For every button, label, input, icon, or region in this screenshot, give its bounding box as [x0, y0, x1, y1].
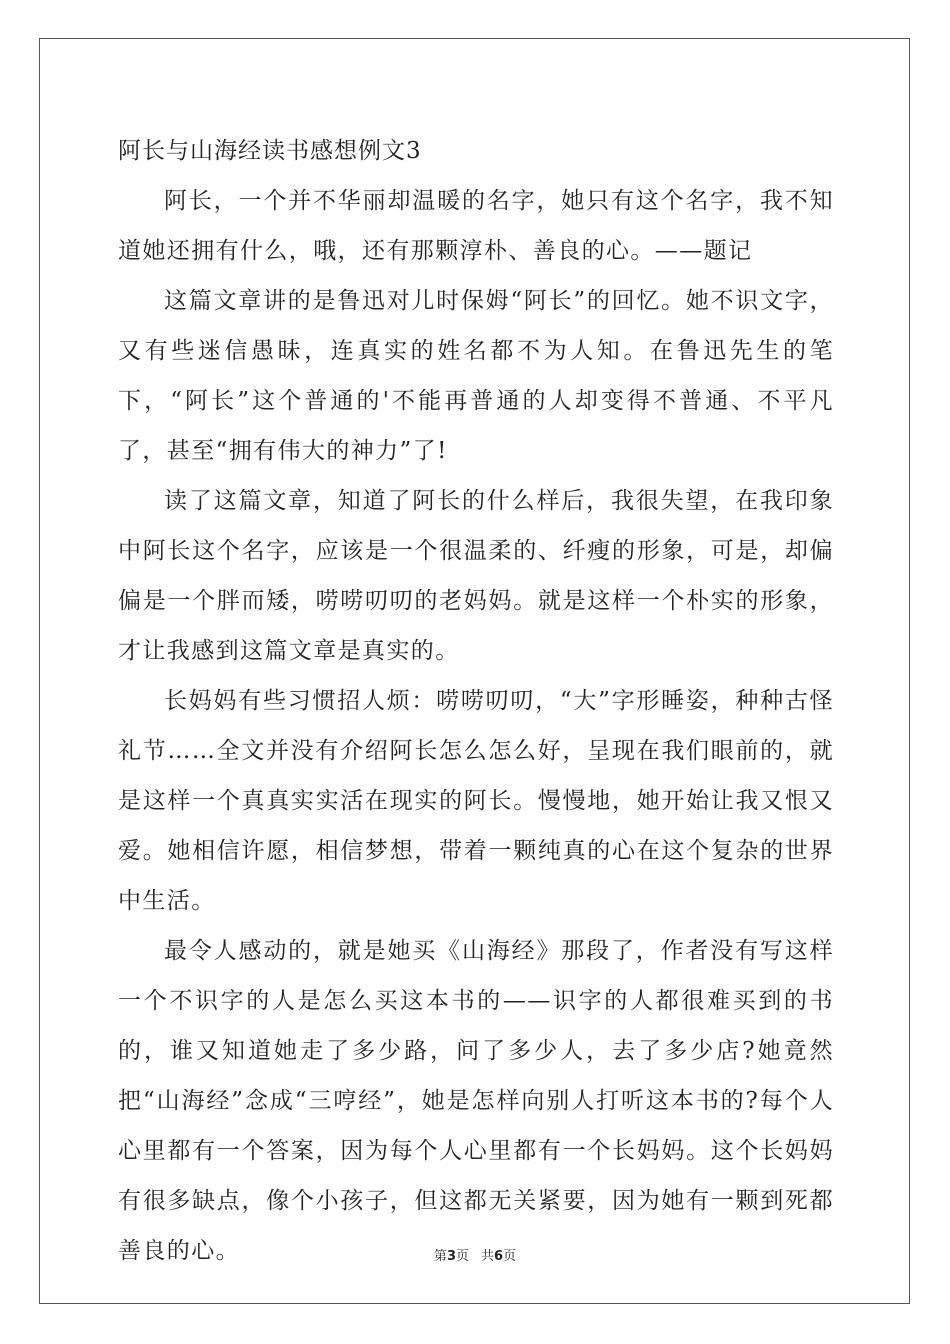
page-number-prefix: 第 [433, 1249, 447, 1264]
page-total-count: 6 [494, 1249, 504, 1264]
paragraph-impression: 读了这篇文章，知道了阿长的什么样后，我很失望，在我印象中阿长这个名字，应该是一个很温柔的、纤瘦的形象，可是，却偏偏是一个胖而矮，唠唠叨叨的老妈妈。就是这样一个朴实的形象，才让我感到这篇文章是真实的。 [118, 488, 834, 664]
paragraph-habits: 长妈妈有些习惯招人烦：唠唠叨叨，“大”字形睡姿，种种古怪礼节……全文并没有介绍阿长怎么怎么好，呈现在我们眼前的，就是这样一个真真实实活在现实的阿长。慢慢地，她开始让我又恨又爱。她相信许愿，相信梦想，带着一颗纯真的心在这个复杂的世界中生活。 [118, 688, 834, 914]
document-body [118, 126, 834, 1276]
paragraph-shanhaijing: 最令人感动的，就是她买《山海经》那段了，作者没有写这样一个不识字的人是怎么买这本书的——识字的人都很难买到的书的，谁又知道她走了多少路，问了多少人，去了多少店?她竟然把“山海经”念成“三哼经”，她是怎样向别人打听这本书的?每个人心里都有一个答案，因为每个人心里都有一个长妈妈。这个长妈妈有很多缺点，像个小孩子，但这都无关紧要，因为她有一颗到死都善良的心。 [118, 938, 834, 1264]
page-total-prefix: 共 [481, 1249, 495, 1264]
paragraph-intro: 这篇文章讲的是鲁迅对儿时保姆“阿长”的回忆。她不识文字，又有些迷信愚昧，连真实的姓名都不为人知。在鲁迅先生的笔下，“阿长”这个普通的'不能再普通的人却变得不普通、不平凡了，甚至“拥有伟大的神力”了! [118, 288, 834, 464]
page-total-suffix: 页 [503, 1249, 517, 1264]
page-number-suffix: 页 [455, 1249, 469, 1264]
document-title: 阿长与山海经读书感想例文3 [118, 138, 422, 164]
paragraph-epigraph: 阿长，一个并不华丽却温暖的名字，她只有这个名字，我不知道她还拥有什么，哦，还有那颗淳朴、善良的心。——题记 [118, 188, 834, 264]
page-footer [0, 1245, 950, 1264]
page-number-current: 3 [446, 1249, 456, 1264]
